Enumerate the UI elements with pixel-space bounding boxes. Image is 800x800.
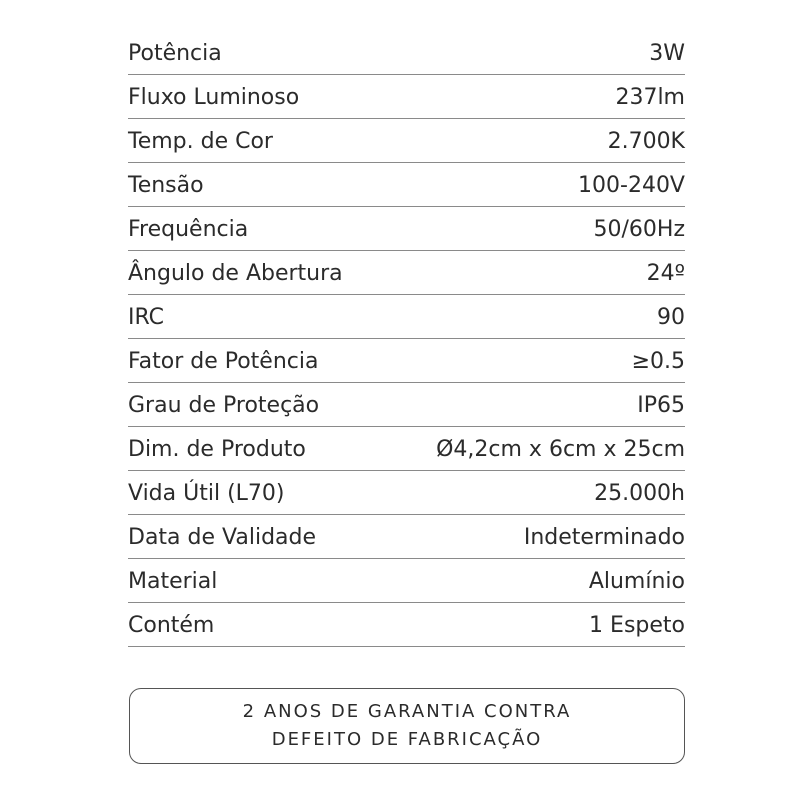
spec-label: Fluxo Luminoso <box>128 85 300 110</box>
spec-value: 50/60Hz <box>593 217 685 242</box>
spec-label: Potência <box>128 41 222 66</box>
spec-table <box>128 32 685 647</box>
spec-row-grau-de-protecao <box>128 384 685 427</box>
spec-row-dim-de-produto <box>128 428 685 471</box>
spec-label: Dim. de Produto <box>128 437 306 462</box>
spec-row-fator-de-potencia <box>128 340 685 383</box>
spec-label: Material <box>128 569 218 594</box>
spec-label: IRC <box>128 305 165 330</box>
spec-label: Vida Útil (L70) <box>128 481 285 506</box>
spec-value: 90 <box>657 305 685 330</box>
spec-label: Temp. de Cor <box>128 129 273 154</box>
spec-row-fluxo-luminoso <box>128 76 685 119</box>
spec-row-irc <box>128 296 685 339</box>
spec-value: 24º <box>646 261 685 286</box>
spec-label: Ângulo de Abertura <box>128 261 343 286</box>
warranty-line-2: DEFEITO DE FABRICAÇÃO <box>271 729 543 750</box>
spec-value: Indeterminado <box>523 525 685 550</box>
spec-value: ≥0.5 <box>631 349 685 374</box>
spec-label: Grau de Proteção <box>128 393 320 418</box>
spec-row-material <box>128 560 685 603</box>
spec-value: 25.000h <box>594 481 685 506</box>
spec-row-contem <box>128 604 685 647</box>
spec-value: 3W <box>649 41 685 66</box>
spec-value: Ø4,2cm x 6cm x 25cm <box>436 437 685 462</box>
spec-label: Fator de Potência <box>128 349 319 374</box>
spec-value: 100-240V <box>578 173 685 198</box>
spec-row-potencia <box>128 32 685 75</box>
spec-value: Alumínio <box>588 569 685 594</box>
spec-label: Tensão <box>128 173 204 198</box>
spec-label: Contém <box>128 613 215 638</box>
spec-label: Data de Validade <box>128 525 317 550</box>
spec-row-temp-de-cor <box>128 120 685 163</box>
warranty-line-1: 2 ANOS DE GARANTIA CONTRA <box>242 701 572 722</box>
spec-row-frequencia <box>128 208 685 251</box>
spec-label: Frequência <box>128 217 249 242</box>
spec-value: IP65 <box>637 393 685 418</box>
spec-row-data-de-validade <box>128 516 685 559</box>
spec-value: 237lm <box>615 85 685 110</box>
spec-row-angulo-de-abertura <box>128 252 685 295</box>
spec-row-tensao <box>128 164 685 207</box>
spec-value: 2.700K <box>607 129 685 154</box>
warranty-box <box>129 688 685 764</box>
spec-value: 1 Espeto <box>589 613 685 638</box>
spec-row-vida-util <box>128 472 685 515</box>
